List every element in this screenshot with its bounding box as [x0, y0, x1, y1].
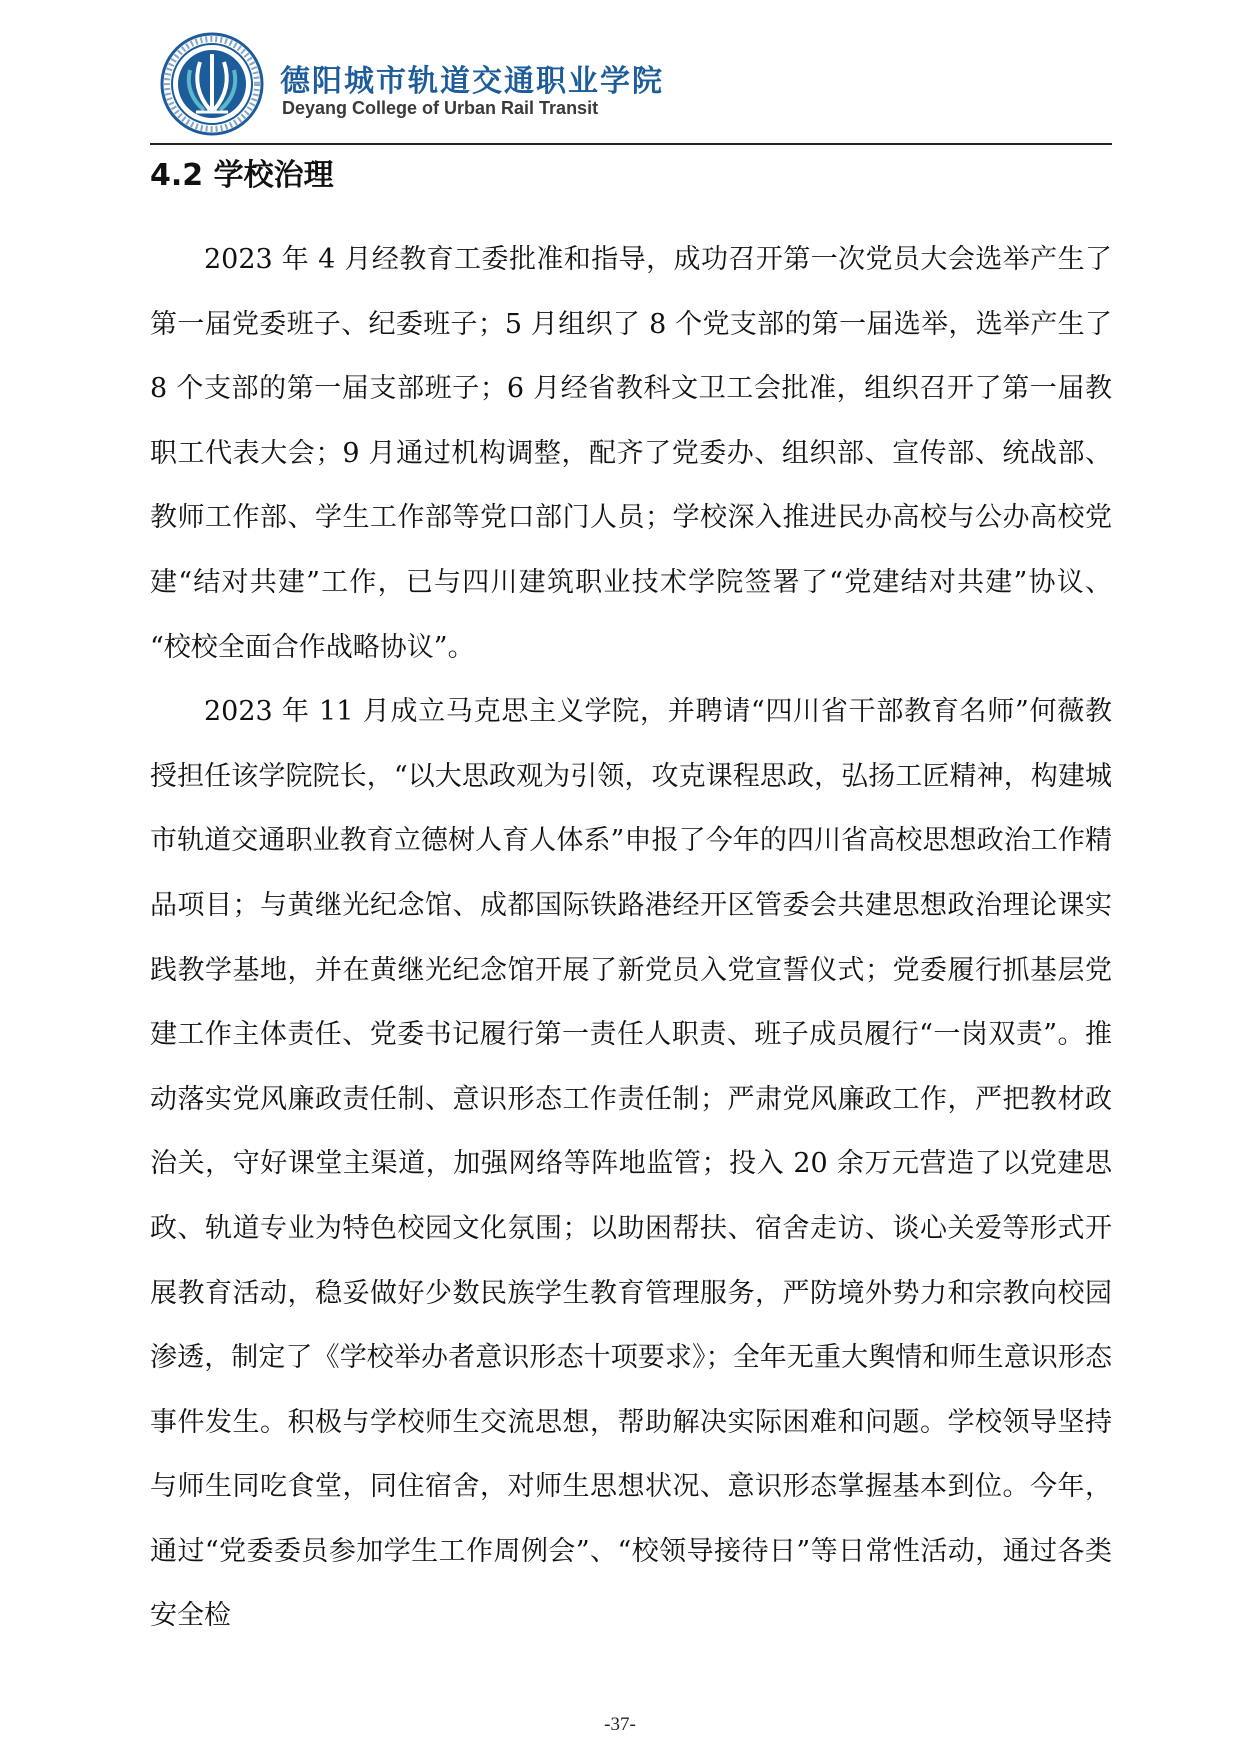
header-divider: [150, 143, 1112, 145]
college-seal-graphic: [160, 32, 264, 136]
body-content: [150, 228, 1112, 1649]
paragraph: 2023 年 4 月经教育工委批准和指导，成功召开第一次党员大会选举产生了第一届党委班子、纪委班子；5 月组织了 8 个党支部的第一届选举，选举产生了 8 个支部的第一届支部班子；6 月经省教科文卫工会批准，组织召开了第一届教职工代表大会；9 月通过机构调整，配齐了党委办、组织部、宣传部、统战部、教师工作部、学生工作部等党口部门人员；学校深入推进民办高校与公办高校党建“结对共建”工作，已与四川建筑职业技术学院签署了“党建结对共建”协议、 “校校全面合作战略协议”。: [150, 244, 1112, 663]
section-heading: 4.2 学校治理: [150, 158, 334, 193]
paragraph: 2023 年 11 月成立马克思主义学院，并聘请“四川省干部教育名师”何薇教授担任该学院院长，“以大思政观为引领，攻克课程思政，弘扬工匠精神，构建城市轨道交通职业教育立德树人育人体系”申报了今年的四川省高校思想政治工作精品项目；与黄继光纪念馆、成都国际铁路港经开区管委会共建思想政治理论课实践教学基地，并在黄继光纪念馆开展了新党员入党宣誓仪式；党委履行抓基层党建工作主体责任、党委书记履行第一责任人职责、班子成员履行“一岗双责”。推动落实党风廉政责任制、意识形态工作责任制；严肃党风廉政工作，严把教材政治关，守好课堂主渠道，加强网络等阵地监管；投入 20 余万元营造了以党建思政、轨道专业为特色校园文化氛围；以助困帮扶、宿舍走访、谈心关爱等形式开展教育活动，稳妥做好少数民族学生教育管理服务，严防境外势力和宗教向校园渗透，制定了《学校举办者意识形态十项要求》；全年无重大舆情和师生意识形态事件发生。积极与学校师生交流思想，帮助解决实际困难和问题。学校领导坚持与师生同吃食堂，同住宿舍，对师生思想状况、意识形态掌握基本到位。今年，通过“党委委员参加学生工作周例会”、“校领导接待日”等日常性活动，通过各类安全检: [150, 696, 1112, 1632]
college-seal-icon: [160, 32, 264, 136]
page-header: [150, 30, 1112, 144]
college-name-chinese: 德阳城市轨道交通职业学院: [280, 64, 664, 99]
page-number: -37-: [604, 1714, 636, 1735]
college-name-english: Deyang College of Urban Rail Transit: [282, 98, 599, 118]
